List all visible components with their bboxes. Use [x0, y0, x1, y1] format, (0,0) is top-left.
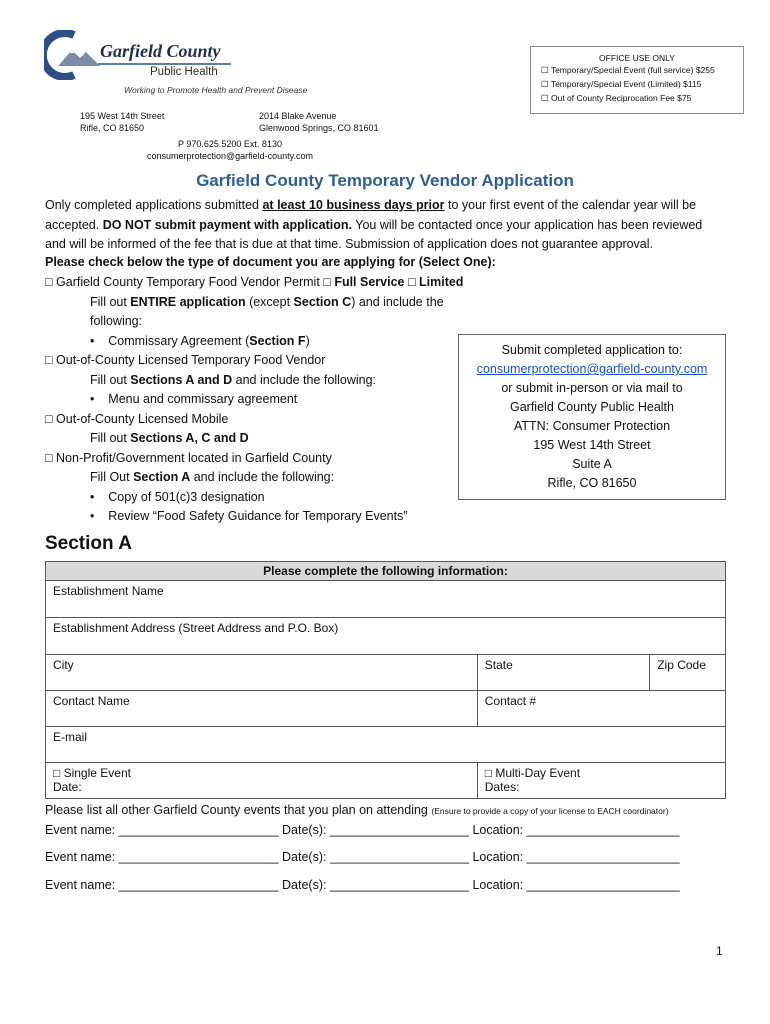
office-use-title: OFFICE USE ONLY [599, 53, 675, 63]
section-a-title: Section A [45, 533, 132, 554]
logo-name: Garfield County [100, 41, 221, 61]
office-fee-full-service[interactable]: ☐ Temporary/Special Event (full service) $255 [541, 65, 715, 75]
header-email: consumerprotection@garfield-county.com [146, 151, 314, 161]
section-a-header: Please complete the following information: [46, 562, 726, 581]
logo-subtitle: Public Health [150, 66, 218, 78]
contact-name-field[interactable]: Contact Name [46, 691, 478, 727]
office-fee-reciprocation[interactable]: ☐ Out of County Reciprocation Fee $75 [541, 93, 692, 103]
office-use-box [530, 46, 744, 114]
logo-mark-icon [44, 30, 104, 80]
submit-instructions-box: Submit completed application to: consumerprotection@garfield-county.com or submit in-person or via mail to Garfield County Public Health ATTN: Consumer Protection 195 West 14th Street Suite A Rifle, CO 81650 [458, 334, 726, 500]
multi-day-event-field[interactable]: □ Multi-Day Event Dates: [477, 763, 725, 799]
option-temporary-food-vendor[interactable]: □ Garfield County Temporary Food Vendor Permit □ Full Service □ Limited [45, 275, 464, 289]
single-event-field[interactable]: □ Single Event Date: [46, 763, 478, 799]
tagline: Working to Promote Health and Prevent Disease [124, 85, 308, 95]
address-rifle: 195 West 14th Street Rifle, CO 81650 [80, 111, 165, 133]
email-field[interactable]: E-mail [46, 727, 726, 763]
submit-email-link[interactable]: consumerprotection@garfield-county.com [476, 362, 708, 376]
option-non-profit[interactable]: □ Non-Profit/Government located in Garfield County [45, 450, 332, 465]
intro-paragraph: Only completed applications submitted at least 10 business days prior to your first event of the calendar year will be accepted. DO NOT submit payment with application. You will be contacted once your application has been reviewed and will be informed of the fee that is due at that time. Submission of application does not guarantee approval. [45, 198, 703, 251]
address-glenwood: 2014 Blake Avenue Glenwood Springs, CO 81601 [259, 111, 379, 133]
option-out-of-county-temporary[interactable]: □ Out-of-County Licensed Temporary Food Vendor [45, 353, 326, 367]
page-number: 1 [716, 944, 723, 958]
contact-info [0, 138, 460, 162]
event-row[interactable]: Event name: _______________________ Date(s): ____________________ Location: ______________________ [45, 823, 680, 837]
office-fee-limited[interactable]: ☐ Temporary/Special Event (Limited) $115 [541, 79, 702, 89]
check-heading: Please check below the type of document you are applying for (Select One): [45, 255, 496, 269]
section-a-form [45, 561, 726, 799]
event-row[interactable]: Event name: _______________________ Date(s): ____________________ Location: ______________________ [45, 850, 680, 864]
phone-number: P 970.625.5200 Ext. 8130 [178, 139, 282, 149]
other-events-prompt: Please list all other Garfield County events that you plan on attending (Ensure to provide a copy of your license to EACH coordinator) [45, 803, 669, 817]
page-title: Garfield County Temporary Vendor Application [196, 171, 574, 190]
establishment-address-field[interactable]: Establishment Address (Street Address and P.O. Box) [46, 618, 726, 655]
logo-divider [98, 63, 231, 65]
document-options: □ Garfield County Temporary Food Vendor Permit □ Full Service □ Limited Fill out ENTIRE application (except Section C) and include the following: • Commissary Agreement (Section F) □ Out-of-County Licensed Temporary Food Vendor Fill out Sections A and D and include the following: • Menu and commissary agreement □ Out-of-County Licensed Mobile Fill out Sections A, C and D □ Non-Profit/Government located in Garfield County Fill Out Section A and include the following: • Copy of 501(c)3 designation • Review “Food Safety Guidance for Temporary Events” [45, 275, 464, 523]
city-field[interactable]: City [46, 655, 478, 691]
state-field[interactable]: State [477, 655, 649, 691]
event-row[interactable]: Event name: _______________________ Date(s): ____________________ Location: ______________________ [45, 878, 680, 892]
option-out-of-county-mobile[interactable]: □ Out-of-County Licensed Mobile [45, 411, 229, 426]
zip-code-field[interactable]: Zip Code [650, 655, 726, 691]
contact-number-field[interactable]: Contact # [477, 691, 725, 727]
establishment-name-field[interactable]: Establishment Name [46, 581, 726, 618]
